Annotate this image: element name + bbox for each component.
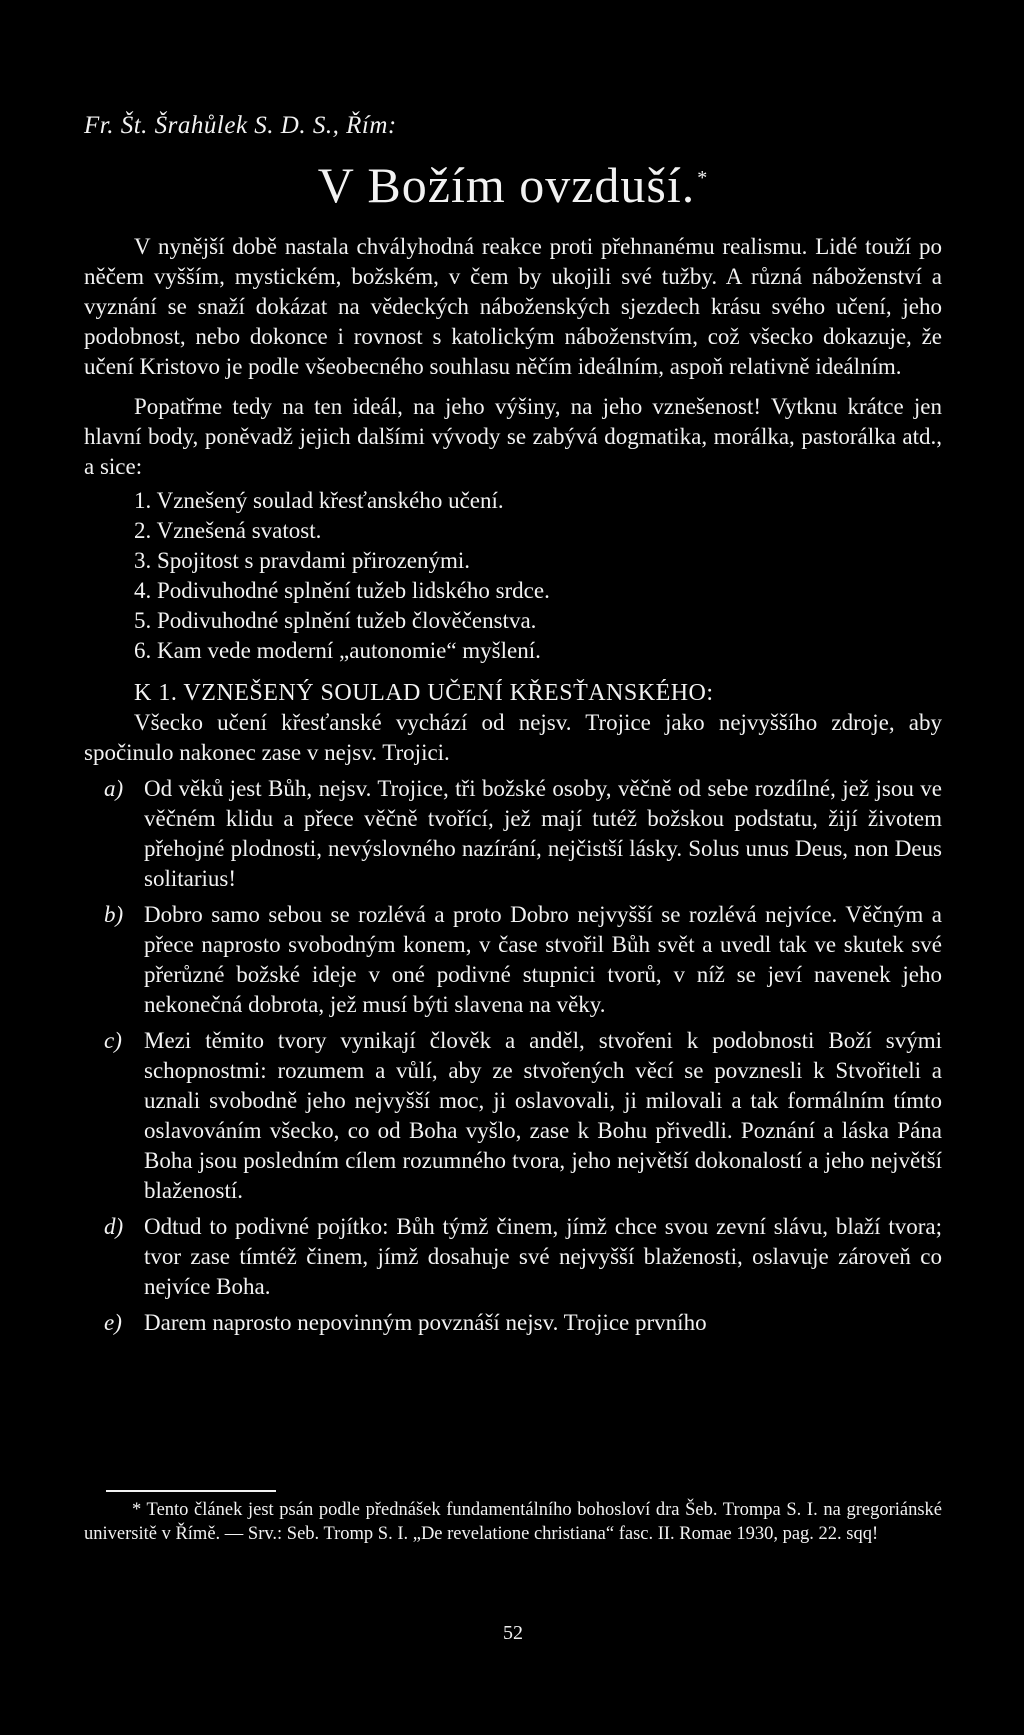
point-item-4: 4. Podivuhodné splnění tužeb lidského srdce. (134, 578, 550, 603)
item-mark: e) (104, 1310, 122, 1335)
item-mark: c) (104, 1028, 122, 1053)
item-text: Mezi těmito tvory vynikají člověk a anděl, stvořeni k podobnosti Boží svými schopnostmi: rozumem a vůlí, aby ze stvořených věcí se povznesli k Stvořiteli a uznali svobodně jeho nejvyšší moc, ji oslavovali, ji milovali a tak formálním tímto oslavováním všecko, co od Boha vyšlo, zase k Bohu přivedli. Poznání a láska Pána Boha jsou posledním cílem rozumného tvora, jeho největší dokonalostí a jeho největší blažeností. (144, 1028, 942, 1203)
section-intro: Všecko učení křesťanské vychází od nejsv. Trojice jako nejvyššího zdroje, aby spočinulo nakonec zase v nejsv. Trojici. (84, 710, 942, 765)
point-item-1: 1. Vznešený soulad křesťanského učení. (134, 488, 504, 513)
item-text: Od věků jest Bůh, nejsv. Trojice, tři božské osoby, věčně od sebe rozdílné, jež jsou ve věčném klidu a přece věčně tvořící, jež mají tutéž božskou podstatu, žijí životem přehojné plodnosti, nevýslovného nazírání, nejčistší lásky. Solus unus Deus, non Deus solitarius! (144, 776, 942, 891)
title-footnote-mark: * (697, 167, 709, 190)
intro-paragraph-2: Popatřme tedy na ten ideál, na jeho výšiny, na jeho vznešenost! Vytknu krátce jen hlavní body, poněvadž jejich dalšími vývody se zabývá dogmatika, morálka, pastorálka atd., a sice: (84, 394, 942, 479)
list-item-d (84, 1212, 942, 1302)
intro-paragraph-1: V nynější době nastala chvályhodná reakce proti přehnanému realismu. Lidé touží po něčem vyšším, mystickém, božském, v čem by ukojili své tužby. A různá náboženství a vyznání se snaží dokázat na vědeckých náboženských sjezdech krásu svého učení, jeho podobnost, nebo dokonce i rovnost s katolickým náboženstvím, což všecko dokazuje, že učení Kristovo je podle všeobecného souhlasu něčím ideálním, aspoň relativně ideálním. (84, 234, 942, 379)
item-text: Odtud to podivné pojítko: Bůh týmž činem, jímž chce svou zevní slávu, blaží tvora; tvor zase tímtéž činem, jímž dosahuje své nejvyšší blaženosti, oslavuje zároveň co nejvíce Boha. (144, 1214, 942, 1299)
points-list (84, 486, 942, 666)
title-text: V Božím ovzduší. (317, 157, 696, 213)
list-item-c (84, 1026, 942, 1206)
page-number: 52 (503, 1622, 523, 1644)
point-item-5: 5. Podivuhodné splnění tužeb člověčenstva. (134, 608, 537, 633)
page-title (84, 157, 942, 213)
point-item-2: 2. Vznešená svatost. (134, 518, 322, 543)
footnote-text: * Tento článek jest psán podle přednášek fundamentálního bohosloví dra Šeb. Trompa S. I. na gregoriánské universitě v Římě. — Srv.: Seb. Tromp S. I. „De revelatione christiana“ fasc. II. Romae 1930, pag. 22. sqq! (84, 1500, 942, 1544)
point-item-6: 6. Kam vede moderní „autonomie“ myšlení. (134, 638, 541, 663)
list-item-a (84, 774, 942, 894)
item-text: Dobro samo sebou se rozlévá a proto Dobro nejvyšší se rozlévá nejvíce. Věčným a přece naprosto svobodným konem, v čase stvořil Bůh svět a uvedl tak ve skutek své přerůzné božské ideje v oné podivné stupnici tvorů, v níž se jeví navenek jeho nekonečná dobrota, jež musí býti slavena na věky. (144, 902, 942, 1017)
list-item-e (84, 1308, 942, 1338)
body-text (84, 232, 942, 1338)
footnote (84, 1498, 942, 1546)
section-heading: K 1. VZNEŠENÝ SOULAD UČENÍ KŘESŤANSKÉHO: (134, 680, 714, 706)
footnote-divider (106, 1490, 276, 1492)
item-mark: a) (104, 776, 124, 801)
item-mark: b) (104, 902, 124, 927)
point-item-3: 3. Spojitost s pravdami přirozenými. (134, 548, 471, 573)
author-line: Fr. Št. Šrahůlek S. D. S., Řím: (84, 112, 397, 139)
item-mark: d) (104, 1214, 124, 1239)
item-text: Darem naprosto nepovinným povznáší nejsv. Trojice prvního (144, 1310, 707, 1335)
list-item-b (84, 900, 942, 1020)
